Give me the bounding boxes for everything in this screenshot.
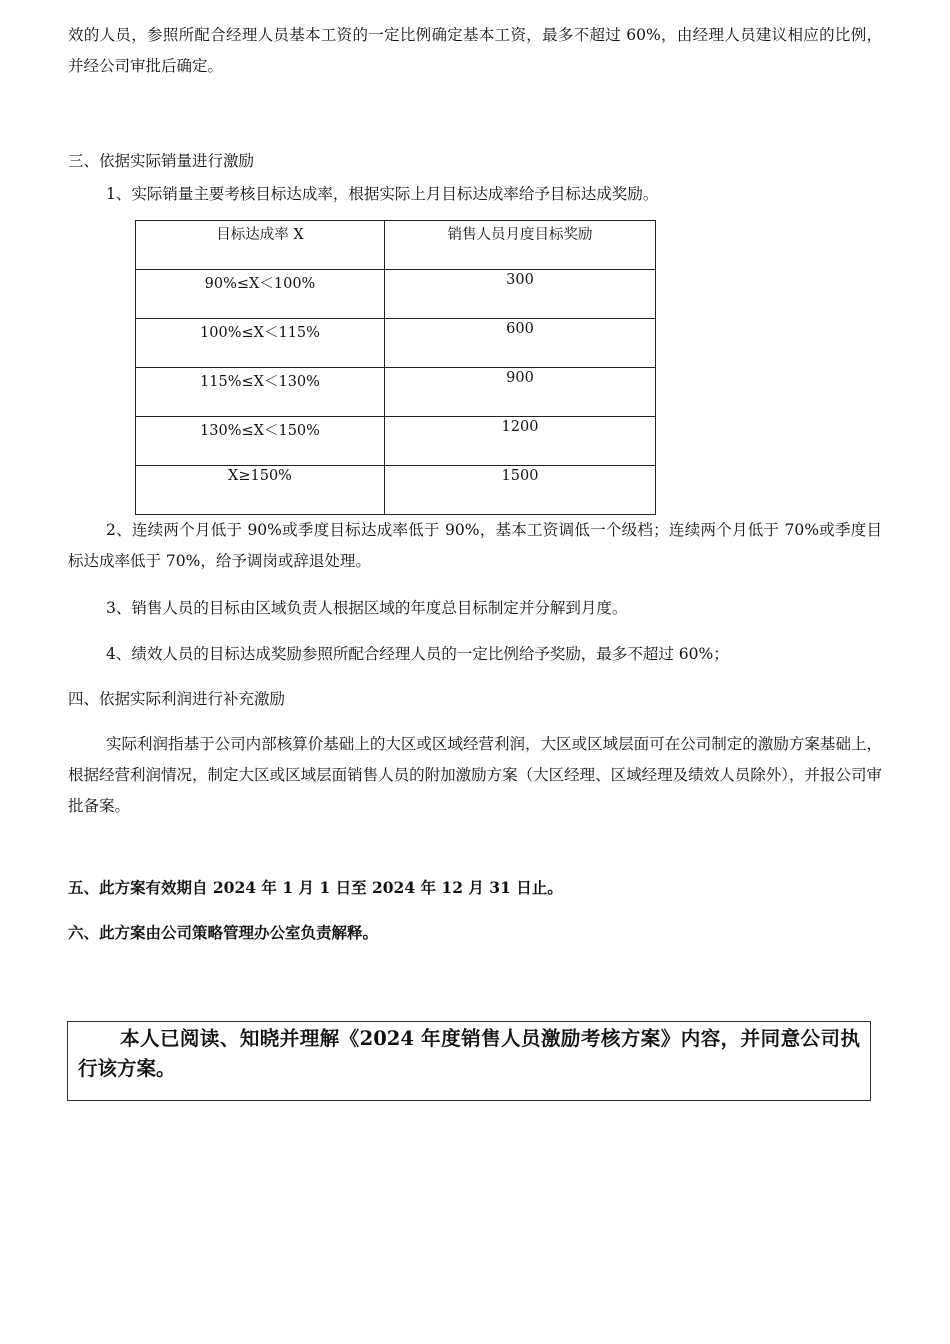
table-row (136, 319, 656, 368)
table-row (136, 466, 656, 515)
table-cell-reward: 600 (385, 319, 656, 368)
table-cell-reward: 300 (385, 270, 656, 319)
section6-interpretation: 六、此方案由公司策略管理办公室负责解释。 (68, 923, 379, 942)
spacer (68, 82, 882, 144)
table-header-row (136, 221, 656, 270)
spacer (68, 822, 882, 868)
document-page (68, 20, 882, 948)
acknowledgement-box (67, 1021, 871, 1101)
section3-item2: 2、连续两个月低于 90%或季度目标达成率低于 90%，基本工资调低一个级档；连续两个月低于 70%或季度目标达成率低于 70%，给予调岗或辞退处理。 (68, 521, 882, 570)
section3-item1: 1、实际销量主要考核目标达成率，根据实际上月目标达成率给予目标达成奖励。 (106, 185, 659, 203)
table-cell-rate: X≥150% (136, 466, 385, 515)
section3-heading: 三、依据实际销量进行激励 (68, 152, 255, 170)
table-cell-rate: 100%≤X＜115% (136, 319, 385, 368)
table-cell-reward: 1200 (385, 417, 656, 466)
table-cell-reward: 1500 (385, 466, 656, 515)
table-header-rate: 目标达成率 X (136, 221, 385, 270)
table-row (136, 270, 656, 319)
table-row (136, 368, 656, 417)
section4-body: 实际利润指基于公司内部核算价基础上的大区或区域经营利润，大区或区域层面可在公司制定的激励方案基础上，根据经营利润情况，制定大区或区域层面销售人员的附加激励方案（大区经理、区域经理及绩效人员除外），并报公司审批备案。 (68, 735, 882, 815)
intro-continuation: 效的人员，参照所配合经理人员基本工资的一定比例确定基本工资，最多不超过 60%，由经理人员建议相应的比例，并经公司审批后确定。 (68, 26, 882, 75)
acknowledgement-text: 本人已阅读、知晓并理解《2024 年度销售人员激励考核方案》内容，并同意公司执行该方案。 (78, 1027, 860, 1080)
section3-item4: 4、绩效人员的目标达成奖励参照所配合经理人员的一定比例给予奖励，最多不超过 60%； (106, 645, 729, 663)
section3-item3: 3、销售人员的目标由区域负责人根据区域的年度总目标制定并分解到月度。 (106, 599, 628, 617)
table-cell-rate: 130%≤X＜150% (136, 417, 385, 466)
table-header-reward: 销售人员月度目标奖励 (385, 221, 656, 270)
table-cell-rate: 115%≤X＜130% (136, 368, 385, 417)
table-row (136, 417, 656, 466)
table-cell-rate: 90%≤X＜100% (136, 270, 385, 319)
section5-validity: 五、此方案有效期自 2024 年 1 月 1 日至 2024 年 12 月 31 日止。 (68, 878, 563, 897)
section4-heading: 四、依据实际利润进行补充激励 (68, 690, 286, 708)
table-cell-reward: 900 (385, 368, 656, 417)
achievement-reward-table (135, 220, 656, 515)
